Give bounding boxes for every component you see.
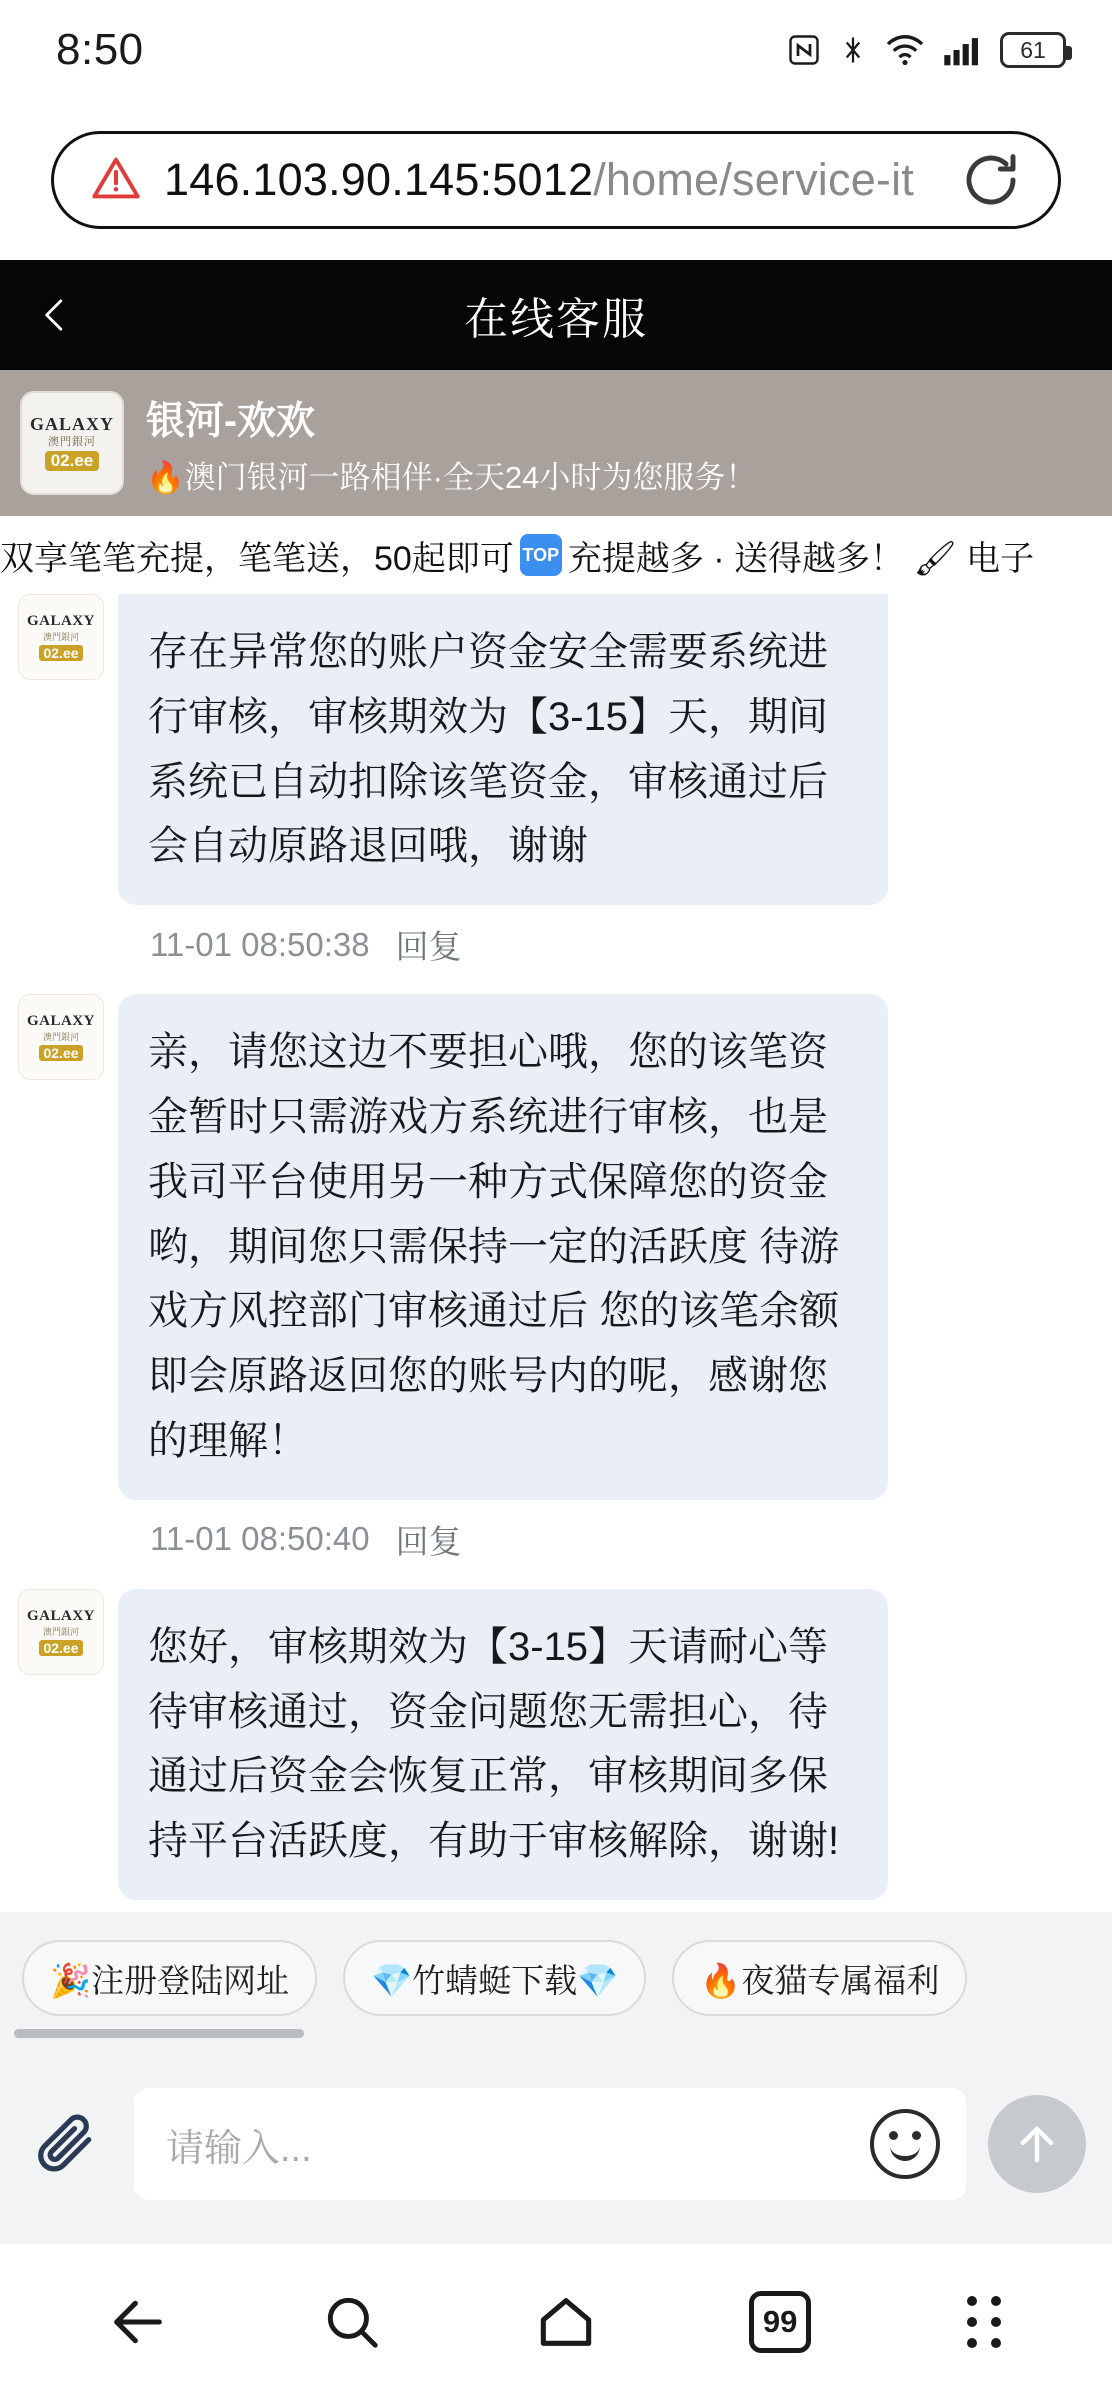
horizontal-scrollbar[interactable] (14, 2029, 304, 2038)
url-bar[interactable] (51, 131, 1061, 229)
avatar-brand-cn: 澳門銀河 (42, 1032, 79, 1043)
chat-message (0, 594, 1112, 905)
browser-nav-bar (0, 2244, 1112, 2400)
battery-level: 61 (1020, 36, 1046, 63)
home-icon[interactable] (534, 2290, 598, 2354)
tab-count-label: 99 (749, 2291, 811, 2353)
notice-text-after: 充提越多 · 送得越多！ 🖌 电子 (567, 539, 1035, 578)
message-meta (0, 1500, 1112, 1589)
message-time: 11-01 08:50:38 (150, 925, 370, 963)
notice-marquee[interactable] (0, 516, 1112, 594)
agent-name: 银河-欢欢 (146, 399, 315, 443)
page-title: 在线客服 (464, 295, 648, 344)
avatar-domain: 02.ee (39, 645, 82, 661)
avatar-brand: GALAXY (26, 613, 95, 629)
url-text[interactable] (164, 154, 932, 206)
arrow-left-icon[interactable] (106, 2290, 170, 2354)
notice-text-before: 双享笔笔充提，笔笔送，50起即可 (0, 539, 514, 578)
message-bubble: 您好，审核期效为【3-15】天请耐心等待审核通过，资金问题您无需担心，待通过后资金会恢复正常，审核期间多保持平台活跃度，有助于审核解除，谢谢! (118, 1589, 888, 1900)
chat-message (0, 994, 1112, 1500)
reply-button[interactable]: 回复 (395, 1522, 462, 1560)
quick-reply-bar[interactable] (0, 1912, 1112, 2044)
message-input-placeholder: 请输入... (166, 2127, 312, 2170)
avatar-brand-cn: 澳門銀河 (42, 632, 79, 642)
avatar-brand-cn: 澳門銀河 (48, 436, 96, 449)
avatar-brand: GALAXY (26, 1013, 95, 1030)
search-icon[interactable] (321, 2291, 383, 2353)
status-icons (786, 32, 1066, 68)
nfc-icon (786, 32, 822, 68)
url-host: 146.103.90.145:5012 (164, 154, 594, 205)
url-path: /home/service-it (593, 154, 915, 205)
avatar (18, 1589, 104, 1675)
avatar (20, 391, 124, 495)
agent-subtitle: 🔥澳门银河一路相伴·全天24小时为您服务！ (146, 459, 757, 495)
smiley-icon[interactable] (870, 2109, 940, 2179)
wifi-icon (884, 33, 926, 67)
cellular-signal-icon (942, 33, 984, 67)
reply-button[interactable]: 回复 (395, 928, 462, 966)
status-bar (0, 0, 1112, 100)
message-bubble: 亲，请您这边不要担心哦，您的该笔资金暂时只需游戏方系统进行审核，也是我司平台使用另一种方式保障您的资金哟，期间您只需保持一定的活跃度 待游戏方风控部门审核通过后 您的该笔余额即会原路返回您的账号内的呢，感谢您的理解！ (118, 994, 888, 1500)
avatar-brand: GALAXY (26, 1607, 95, 1624)
reload-icon[interactable] (954, 143, 1028, 217)
message-input-bar (0, 2044, 1112, 2244)
browser-toolbar (0, 100, 1112, 260)
search-input[interactable] (134, 2088, 966, 2200)
agent-banner (0, 370, 1112, 516)
battery-icon (1000, 32, 1066, 68)
top-badge-icon: TOP (520, 534, 562, 576)
chat-message (0, 1589, 1112, 1900)
bluetooth-icon (838, 32, 868, 68)
quick-reply-chip[interactable]: 💎竹蜻蜓下载💎 (343, 1940, 646, 2016)
avatar (18, 594, 104, 680)
avatar-brand: GALAXY (29, 413, 114, 434)
message-meta (0, 905, 1112, 994)
quick-reply-chip[interactable]: 🎉注册登陆网址 (22, 1940, 317, 2016)
quick-reply-chip[interactable]: 🔥夜猫专属福利 (672, 1940, 967, 2016)
avatar-brand-cn: 澳門銀河 (42, 1626, 79, 1637)
message-time: 11-01 08:50:40 (150, 1520, 370, 1558)
avatar-domain: 02.ee (45, 451, 100, 471)
avatar (18, 994, 104, 1080)
warning-triangle-icon (90, 152, 142, 209)
more-dots-icon[interactable] (962, 2291, 1006, 2353)
send-button[interactable] (988, 2095, 1086, 2193)
paperclip-icon[interactable] (26, 2101, 112, 2187)
avatar-domain: 02.ee (39, 1640, 82, 1656)
message-bubble: 存在异常您的账户资金安全需要系统进行审核，审核期效为【3-15】天，期间系统已自动扣除该笔资金，审核通过后会自动原路退回哦，谢谢 (118, 594, 888, 905)
status-clock: 8:50 (56, 25, 144, 74)
agent-info (146, 390, 756, 497)
avatar-domain: 02.ee (39, 1045, 82, 1061)
chat-message-list[interactable] (0, 594, 1112, 1912)
tab-count-button[interactable] (749, 2291, 811, 2353)
page-header (0, 260, 1112, 370)
